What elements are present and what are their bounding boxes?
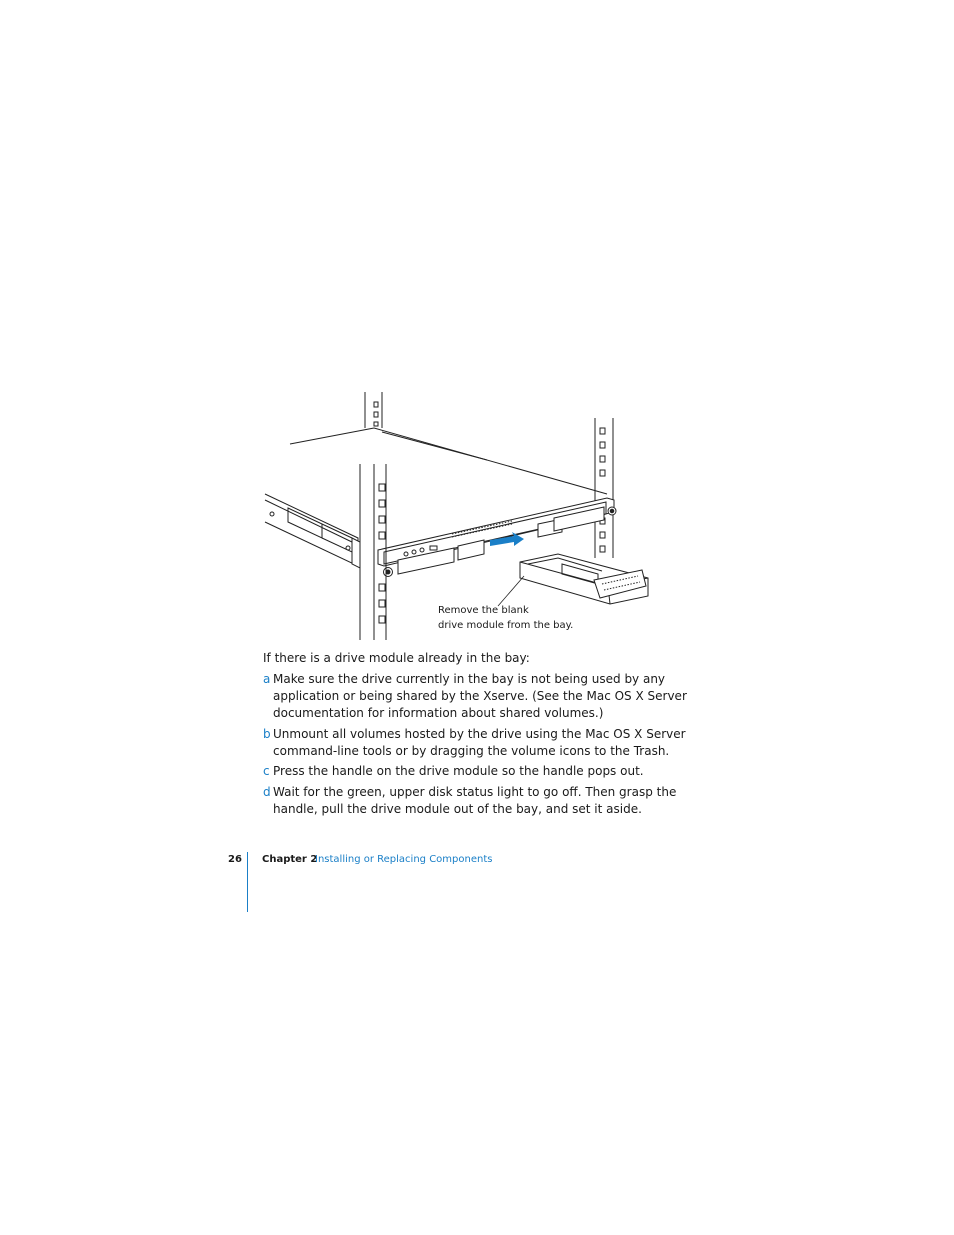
step-item [263, 763, 713, 780]
step-item [263, 726, 713, 760]
rack-post-back-left [365, 392, 382, 428]
callout-leader-line [498, 576, 524, 606]
step-text: Wait for the green, upper disk status light to go off. Then grasp the handle, pull the drive module out of the bay, and set it aside. [273, 784, 677, 816]
footer-divider [247, 852, 248, 912]
step-letter: a [263, 672, 271, 686]
step-item [263, 671, 713, 722]
server-chassis [290, 428, 616, 577]
slide-rail [265, 494, 360, 568]
step-text: Make sure the drive currently in the bay is not being used by any application or being shared by the Xserve. (See the Mac OS X Server documentation for information about shared volumes.) [273, 672, 687, 720]
callout-line-2: drive module from the bay. [438, 620, 574, 631]
figure-callout [438, 603, 573, 633]
step-letter: b [263, 726, 271, 741]
footer-chapter-title: Installing or Replacing Components [315, 854, 493, 865]
step-letter: d [263, 784, 271, 799]
page-number: 26 [228, 854, 242, 865]
intro-paragraph: If there is a drive module already in the bay: [263, 651, 530, 665]
callout-line-1: Remove the blank [438, 605, 529, 616]
step-list [263, 671, 713, 821]
rack-post-back-right [595, 418, 613, 558]
step-text: Press the handle on the drive module so the handle pops out. [273, 764, 644, 778]
blank-drive-module [520, 554, 648, 604]
footer-chapter-label: Chapter 2 [262, 854, 318, 865]
step-letter: c [263, 764, 270, 778]
step-text: Unmount all volumes hosted by the drive using the Mac OS X Server command-line tools or by dragging the volume icons to the Trash. [273, 726, 686, 758]
step-item [263, 784, 713, 818]
